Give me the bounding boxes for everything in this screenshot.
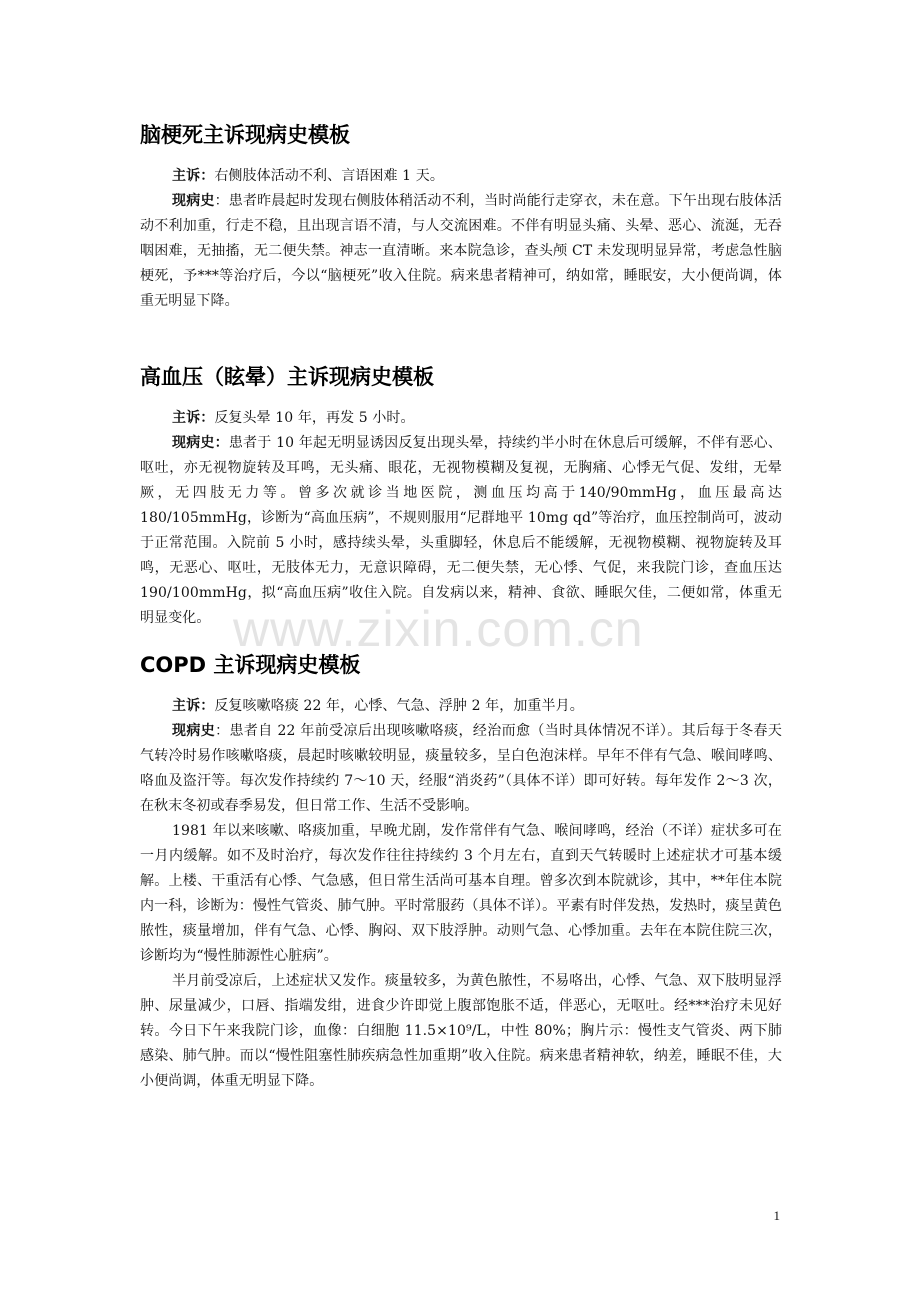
chief-label: 主诉：: [172, 410, 215, 426]
chief-label: 主诉：: [172, 168, 215, 184]
history-label: 现病史: [172, 723, 216, 739]
history-paragraph: 半月前受凉后，上述症状又发作。痰量较多，为黄色脓性，不易咯出，心悸、气急、双下肢明显浮肿、尿量减少，口唇、指端发绀，进食少许即觉上腹部饱胀不适，伴恶心，无呕吐。经***治疗未见好转。今日下午来我院门诊，血像：白细胞 11.5×10⁹/L，中性 80%；胸片示：慢性支气管炎、两下肺感染、肺气肿。而以“慢性阻塞性肺疾病急性加重期”收入住院。病来患者精神软，纳差，睡眠不佳，大小便尚调，体重无明显下降。: [140, 973, 782, 1089]
chief-text: 反复头晕 10 年，再发 5 小时。: [214, 410, 415, 426]
page-number: 1: [773, 1208, 780, 1223]
section-copd: [140, 650, 782, 1094]
chief-text: 右侧肢体活动不利、言语困难 1 天。: [214, 168, 444, 184]
watermark: www.zixin.com.cn: [233, 601, 644, 657]
history-paragraph: 1981 年以来咳嗽、咯痰加重，早晚尤剧，发作常伴有气急、喉间哮鸣，经治（不详）症状多可在一月内缓解。如不及时治疗，每次发作往往持续约 3 个月左右，直到天气转暖时上述症状才可基本缓解。上楼、干重活有心悸、气急感，但日常生活尚可基本自理。曾多次到本院就诊，其中，**年住本院内一科，诊断为：慢性气管炎、肺气肿。平时常服药（具体不详）。平素有时伴发热，发热时，痰呈黄色脓性，痰量增加，伴有气急、心悸、胸闷、双下肢浮肿。动则气急、心悸加重。去年在本院住院三次，诊断均为“慢性肺源性心脏病”。: [140, 823, 782, 964]
section-title: 高血压（眩晕）主诉现病史模板: [140, 365, 434, 389]
chief-label: 主诉：: [172, 698, 215, 714]
section-hypertension: [140, 362, 782, 631]
section-title: COPD 主诉现病史模板: [140, 653, 361, 677]
section-title: 脑梗死主诉现病史模板: [140, 123, 350, 147]
chief-complaint: [140, 406, 782, 431]
history-text: 患者于 10 年起无明显诱因反复出现头晕，持续约半小时在休息后可缓解，不伴有恶心、呕吐，亦无视物旋转及耳鸣，无头痛、眼花，无视物模糊及复视，无胸痛、心悸无气促、发绀，无晕厥，无四肢无力等。曾多次就诊当地医院，测血压均高于140/90mmHg，血压最高达 180/105mmHg，诊断为“高血压病”，不规则服用“尼群地平 10mg qd”等治疗，血压控制尚可，波动于正常范围。入院前 5 小时，感持续头晕，头重脚轻，休息后不能缓解，无视物模糊、视物旋转及耳鸣，无恶心、呕吐，无肢体无力，无意识障碍，无二便失禁，无心悸、气促，来我院门诊，查血压达 190/100mmHg，拟“高血压病”收住入院。自发病以来，精神、食欲、睡眠欠佳，二便如常，体重无明显变化。: [140, 435, 782, 626]
chief-complaint: [140, 164, 782, 189]
chief-complaint: [140, 694, 782, 719]
history-paragraph: [140, 189, 782, 314]
section-cerebral-infarction: [140, 120, 782, 314]
chief-text: 反复咳嗽咯痰 22 年，心悸、气急、浮肿 2 年，加重半月。: [214, 698, 584, 714]
history-paragraph: [140, 719, 782, 819]
history-text: ：患者昨晨起时发现右侧肢体稍活动不利，当时尚能行走穿衣，未在意。下午出现右肢体活动不利加重，行走不稳，且出现言语不清，与人交流困难。不伴有明显头痛、头晕、恶心、流涎，无吞咽困难，无抽搐，无二便失禁。神志一直清晰。来本院急诊，查头颅 CT 未发现明显异常，考虑急性脑梗死，予***等治疗后，今以“脑梗死”收入住院。病来患者精神可，纳如常，睡眠安，大小便尚调，体重无明显下降。: [140, 193, 782, 309]
history-label: 现病史: [172, 193, 215, 209]
history-text: ：患者自 22 年前受凉后出现咳嗽咯痰，经治而愈（当时具体情况不详）。其后每于冬春天气转冷时易作咳嗽咯痰，晨起时咳嗽较明显，痰量较多，呈白色泡沫样。早年不伴有气急、喉间哮鸣、咯血及盗汗等。每次发作持续约 7～10 天，经服“消炎药”（具体不详）即可好转。每年发作 2～3 次，在秋末冬初或春季易发，但日常工作、生活不受影响。: [140, 723, 782, 814]
history-label: 现病史：: [172, 435, 229, 451]
